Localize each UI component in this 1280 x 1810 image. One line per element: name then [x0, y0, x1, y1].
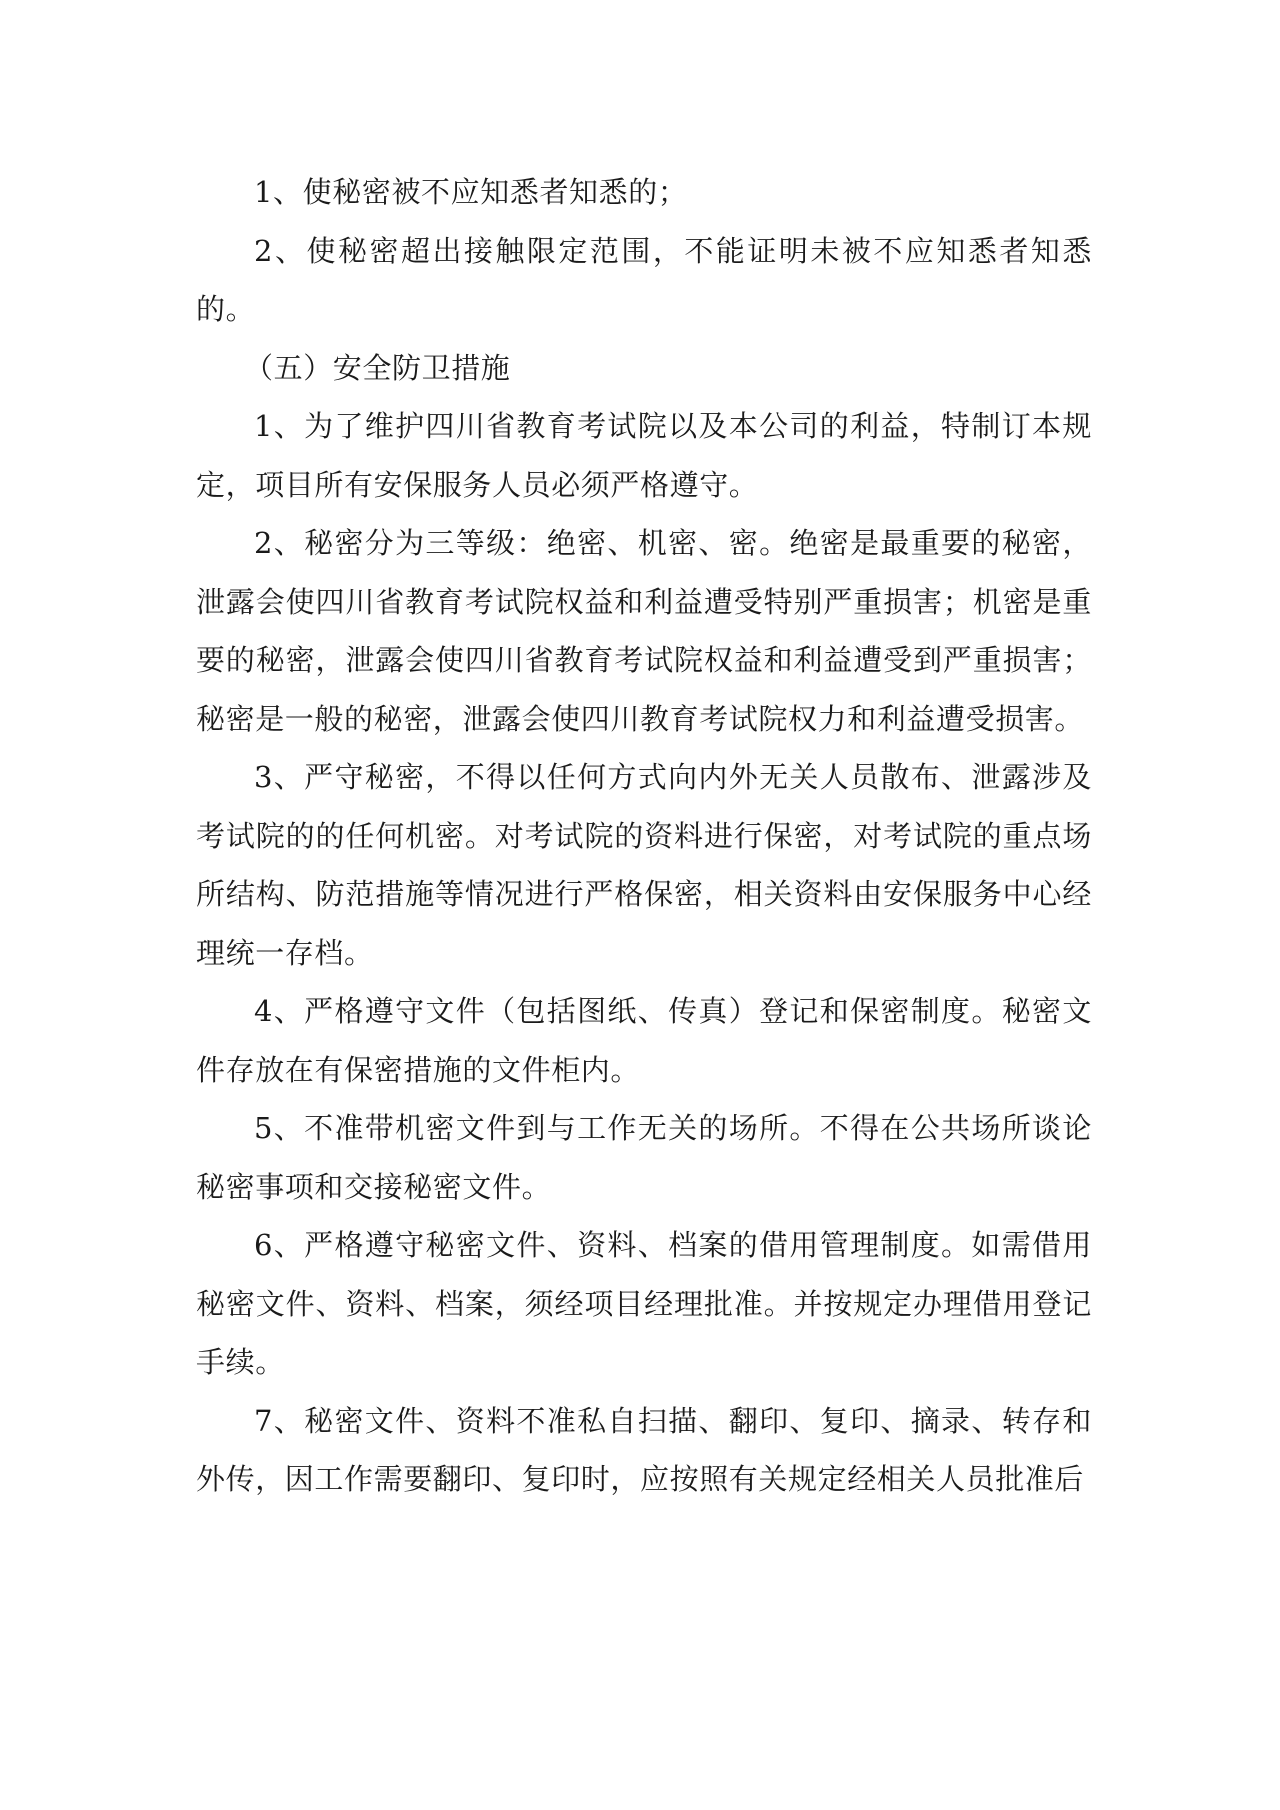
paragraph-measure-4: 4、严格遵守文件（包括图纸、传真）登记和保密制度。秘密文件存放在有保密措施的文件柜内。 — [196, 994, 1092, 1087]
document-body — [196, 163, 1092, 1509]
paragraph-measure-5: 5、不准带机密文件到与工作无关的场所。不得在公共场所谈论秘密事项和交接秘密文件。 — [196, 1111, 1092, 1204]
paragraph-measure-3: 3、严守秘密，不得以任何方式向内外无关人员散布、泄露涉及考试院的的任何机密。对考试院的资料进行保密，对考试院的重点场所结构、防范措施等情况进行严格保密，相关资料由安保服务中心经理统一存档。 — [196, 760, 1092, 970]
paragraph-measure-6: 6、严格遵守秘密文件、资料、档案的借用管理制度。如需借用秘密文件、资料、档案，须经项目经理批准。并按规定办理借用登记手续。 — [196, 1228, 1092, 1379]
paragraph-item-2: 2、使秘密超出接触限定范围，不能证明未被不应知悉者知悉的。 — [196, 233, 1092, 326]
paragraph-item-1: 1、使秘密被不应知悉者知悉的； — [254, 175, 688, 209]
paragraph-measure-1: 1、为了维护四川省教育考试院以及本公司的利益，特制订本规定，项目所有安保服务人员必须严格遵守。 — [196, 409, 1092, 502]
paragraph-measure-7: 7、秘密文件、资料不准私自扫描、翻印、复印、摘录、转存和外传，因工作需要翻印、复印时，应按照有关规定经相关人员批准后 — [196, 1403, 1092, 1496]
paragraph-measure-2: 2、秘密分为三等级：绝密、机密、密。绝密是最重要的秘密，泄露会使四川省教育考试院权益和利益遭受特别严重损害；机密是重要的秘密，泄露会使四川省教育考试院权益和利益遭受到严重损害；秘密是一般的秘密，泄露会使四川教育考试院权力和利益遭受损害。 — [196, 526, 1092, 736]
section-heading: （五）安全防卫措施 — [244, 350, 511, 385]
